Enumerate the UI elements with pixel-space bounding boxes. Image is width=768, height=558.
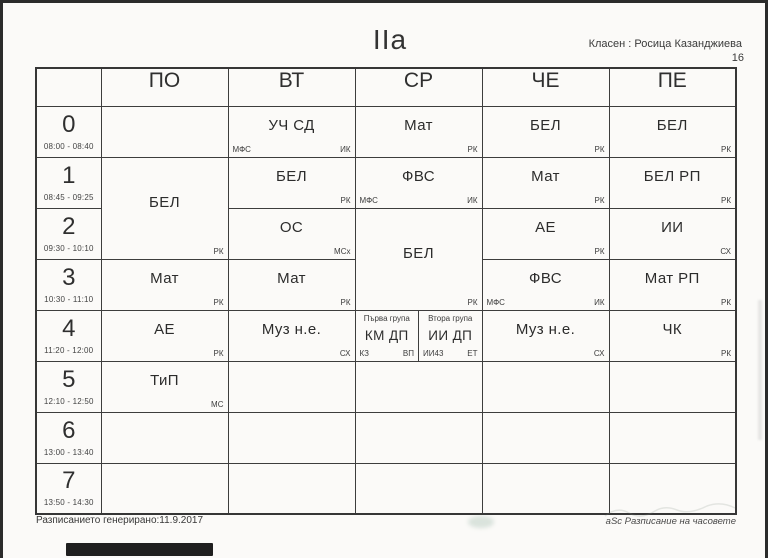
subject-label: Муз н.е. bbox=[261, 321, 322, 338]
teacher-code-right: СХ bbox=[339, 348, 351, 358]
cell-mon-6 bbox=[101, 412, 228, 463]
subject-label: КМ ДП bbox=[364, 328, 409, 343]
period-time: 12:10 - 12:50 bbox=[43, 396, 94, 406]
period-number: 5 bbox=[62, 365, 76, 393]
teacher-code-left: ИИ43 bbox=[423, 348, 444, 358]
cell-thu-6 bbox=[482, 412, 609, 463]
teacher-code-right: РК bbox=[213, 348, 224, 358]
teacher-code-right: РК bbox=[721, 195, 731, 205]
teacher-code-right: РК bbox=[594, 195, 605, 205]
period-label-0 bbox=[36, 106, 101, 157]
subject-label: ИИ bbox=[661, 219, 684, 236]
cell-tue-2 bbox=[228, 208, 355, 259]
cell-fri-6 bbox=[609, 412, 736, 463]
cell-tue-1 bbox=[228, 157, 355, 208]
cell-mon-5 bbox=[101, 361, 228, 412]
period-time: 08:00 - 08:40 bbox=[43, 141, 94, 151]
teacher-code-right: РК bbox=[721, 348, 731, 358]
subject-label: АЕ bbox=[154, 321, 175, 338]
subject-label: ОС bbox=[279, 219, 304, 236]
period-number: 4 bbox=[62, 314, 76, 342]
period-time: 13:00 - 13:40 bbox=[43, 447, 94, 457]
day-header-tue: ВТ bbox=[228, 68, 355, 106]
cell-wed-0 bbox=[355, 106, 482, 157]
cell-tue-0 bbox=[228, 106, 355, 157]
teacher-code-right: РК bbox=[340, 195, 351, 205]
cell-thu-0 bbox=[482, 106, 609, 157]
cell-thu-7 bbox=[482, 463, 609, 514]
scan-artifact-edge-mark bbox=[758, 300, 762, 440]
cell-mon-7 bbox=[101, 463, 228, 514]
page-title: IIa bbox=[372, 24, 408, 55]
cell-thu-3 bbox=[482, 259, 609, 310]
cell-mon-0 bbox=[101, 106, 228, 157]
cell-wed-5 bbox=[355, 361, 482, 412]
day-header-thu: ЧЕ bbox=[482, 68, 609, 106]
period-label-1 bbox=[36, 157, 101, 208]
cell-wed-2-3 bbox=[355, 208, 482, 310]
subject-label: БЕЛ bbox=[530, 117, 561, 134]
scan-artifact-smudge bbox=[468, 516, 494, 528]
cell-wed-7 bbox=[355, 463, 482, 514]
subject-label: БЕЛ bbox=[656, 117, 688, 134]
period-number: 3 bbox=[62, 263, 76, 291]
generated-date-label: Разписанието генерирано:11.9.2017 bbox=[36, 515, 204, 526]
cell-wed-6 bbox=[355, 412, 482, 463]
day-header-wed: СР bbox=[355, 68, 482, 106]
subject-label: УЧ СД bbox=[268, 117, 315, 134]
cell-thu-4 bbox=[482, 310, 609, 361]
cell-wed-1 bbox=[355, 157, 482, 208]
subject-label: Мат bbox=[277, 270, 306, 287]
scan-artifact-scribble bbox=[600, 500, 750, 522]
cell-mon-4 bbox=[101, 310, 228, 361]
corner-cell bbox=[36, 68, 101, 106]
teacher-code-right: РК bbox=[467, 144, 478, 154]
subject-label: Мат bbox=[150, 270, 179, 287]
period-label-3 bbox=[36, 259, 101, 310]
period-number: 2 bbox=[62, 212, 76, 240]
teacher-code-right: МС bbox=[211, 399, 224, 409]
cell-fri-0 bbox=[609, 106, 736, 157]
group-label: Втора група bbox=[428, 313, 473, 323]
period-number: 0 bbox=[62, 110, 76, 138]
cell-thu-2 bbox=[482, 208, 609, 259]
group-cell-first bbox=[356, 311, 419, 361]
subject-label: Муз н.е. bbox=[515, 321, 576, 338]
subject-label: ИИ ДП bbox=[428, 328, 473, 343]
teacher-code-right: СХ bbox=[720, 246, 731, 256]
asc-brand-label: aSc Разписание на часовете bbox=[605, 516, 736, 527]
teacher-code-left: МФС bbox=[232, 144, 251, 154]
cell-tue-5 bbox=[228, 361, 355, 412]
page-number: 16 bbox=[731, 52, 744, 64]
cell-tue-7 bbox=[228, 463, 355, 514]
period-time: 10:30 - 11:10 bbox=[44, 294, 94, 304]
period-label-4 bbox=[36, 310, 101, 361]
cell-tue-4 bbox=[228, 310, 355, 361]
teacher-code-right: ЕТ bbox=[467, 348, 478, 358]
subject-label: АЕ bbox=[535, 219, 556, 236]
cell-fri-2 bbox=[609, 208, 736, 259]
cell-tue-6 bbox=[228, 412, 355, 463]
class-teacher-label: Класен : Росица Казанджиева bbox=[588, 38, 742, 50]
cell-fri-5 bbox=[609, 361, 736, 412]
teacher-code-right: ИК bbox=[594, 297, 605, 307]
teacher-code-left: КЗ bbox=[359, 348, 369, 358]
subject-label: БЕЛ bbox=[149, 193, 180, 211]
teacher-code-right: ИК bbox=[340, 144, 351, 154]
teacher-code-right: РК bbox=[213, 297, 224, 307]
subject-label: Мат РП bbox=[644, 270, 700, 287]
period-label-5 bbox=[36, 361, 101, 412]
teacher-code-right: ИК bbox=[467, 195, 478, 205]
group-label: Първа група bbox=[363, 313, 410, 323]
subject-label: ФВС bbox=[529, 270, 562, 287]
subject-label: ФВС bbox=[402, 168, 435, 185]
period-label-6 bbox=[36, 412, 101, 463]
cell-mon-1-2 bbox=[101, 157, 228, 259]
subject-label: ТиП bbox=[150, 372, 179, 389]
teacher-code-right: ВП bbox=[402, 348, 414, 358]
cell-fri-3 bbox=[609, 259, 736, 310]
period-number: 1 bbox=[62, 161, 76, 189]
period-label-2 bbox=[36, 208, 101, 259]
period-label-7 bbox=[36, 463, 101, 514]
cell-mon-3 bbox=[101, 259, 228, 310]
cell-fri-1 bbox=[609, 157, 736, 208]
day-header-fri: ПЕ bbox=[609, 68, 736, 106]
teacher-code-right: РК bbox=[594, 144, 605, 154]
period-time: 09:30 - 10:10 bbox=[43, 243, 94, 253]
teacher-code-right: РК bbox=[213, 246, 224, 256]
teacher-code-left: МФС bbox=[359, 195, 378, 205]
teacher-code-left: МФС bbox=[486, 297, 505, 307]
subject-label: БЕЛ bbox=[276, 168, 307, 185]
timetable-grid bbox=[35, 67, 737, 515]
subject-label: БЕЛ РП bbox=[643, 168, 701, 185]
teacher-code-right: РК bbox=[594, 246, 605, 256]
subject-label: Мат bbox=[531, 168, 560, 185]
day-header-mon: ПО bbox=[101, 68, 228, 106]
cell-wed-4-split bbox=[355, 310, 482, 361]
cell-thu-1 bbox=[482, 157, 609, 208]
cell-tue-3 bbox=[228, 259, 355, 310]
subject-label: БЕЛ bbox=[403, 244, 434, 262]
cell-fri-4 bbox=[609, 310, 736, 361]
period-time: 13:50 - 14:30 bbox=[43, 498, 94, 508]
teacher-code-right: РК bbox=[467, 297, 478, 307]
teacher-code-right: РК bbox=[721, 297, 731, 307]
period-time: 11:20 - 12:00 bbox=[44, 345, 94, 355]
period-time: 08:45 - 09:25 bbox=[43, 192, 94, 202]
teacher-code-right: РК bbox=[721, 144, 731, 154]
period-number: 7 bbox=[62, 467, 76, 495]
subject-label: Мат bbox=[404, 117, 433, 134]
group-cell-second bbox=[418, 311, 482, 361]
subject-label: ЧК bbox=[662, 321, 683, 338]
scan-artifact-black-bar bbox=[66, 543, 213, 556]
teacher-code-right: МСх bbox=[334, 246, 351, 256]
period-number: 6 bbox=[62, 416, 76, 444]
teacher-code-right: РК bbox=[340, 297, 351, 307]
teacher-code-right: СХ bbox=[593, 348, 605, 358]
cell-thu-5 bbox=[482, 361, 609, 412]
